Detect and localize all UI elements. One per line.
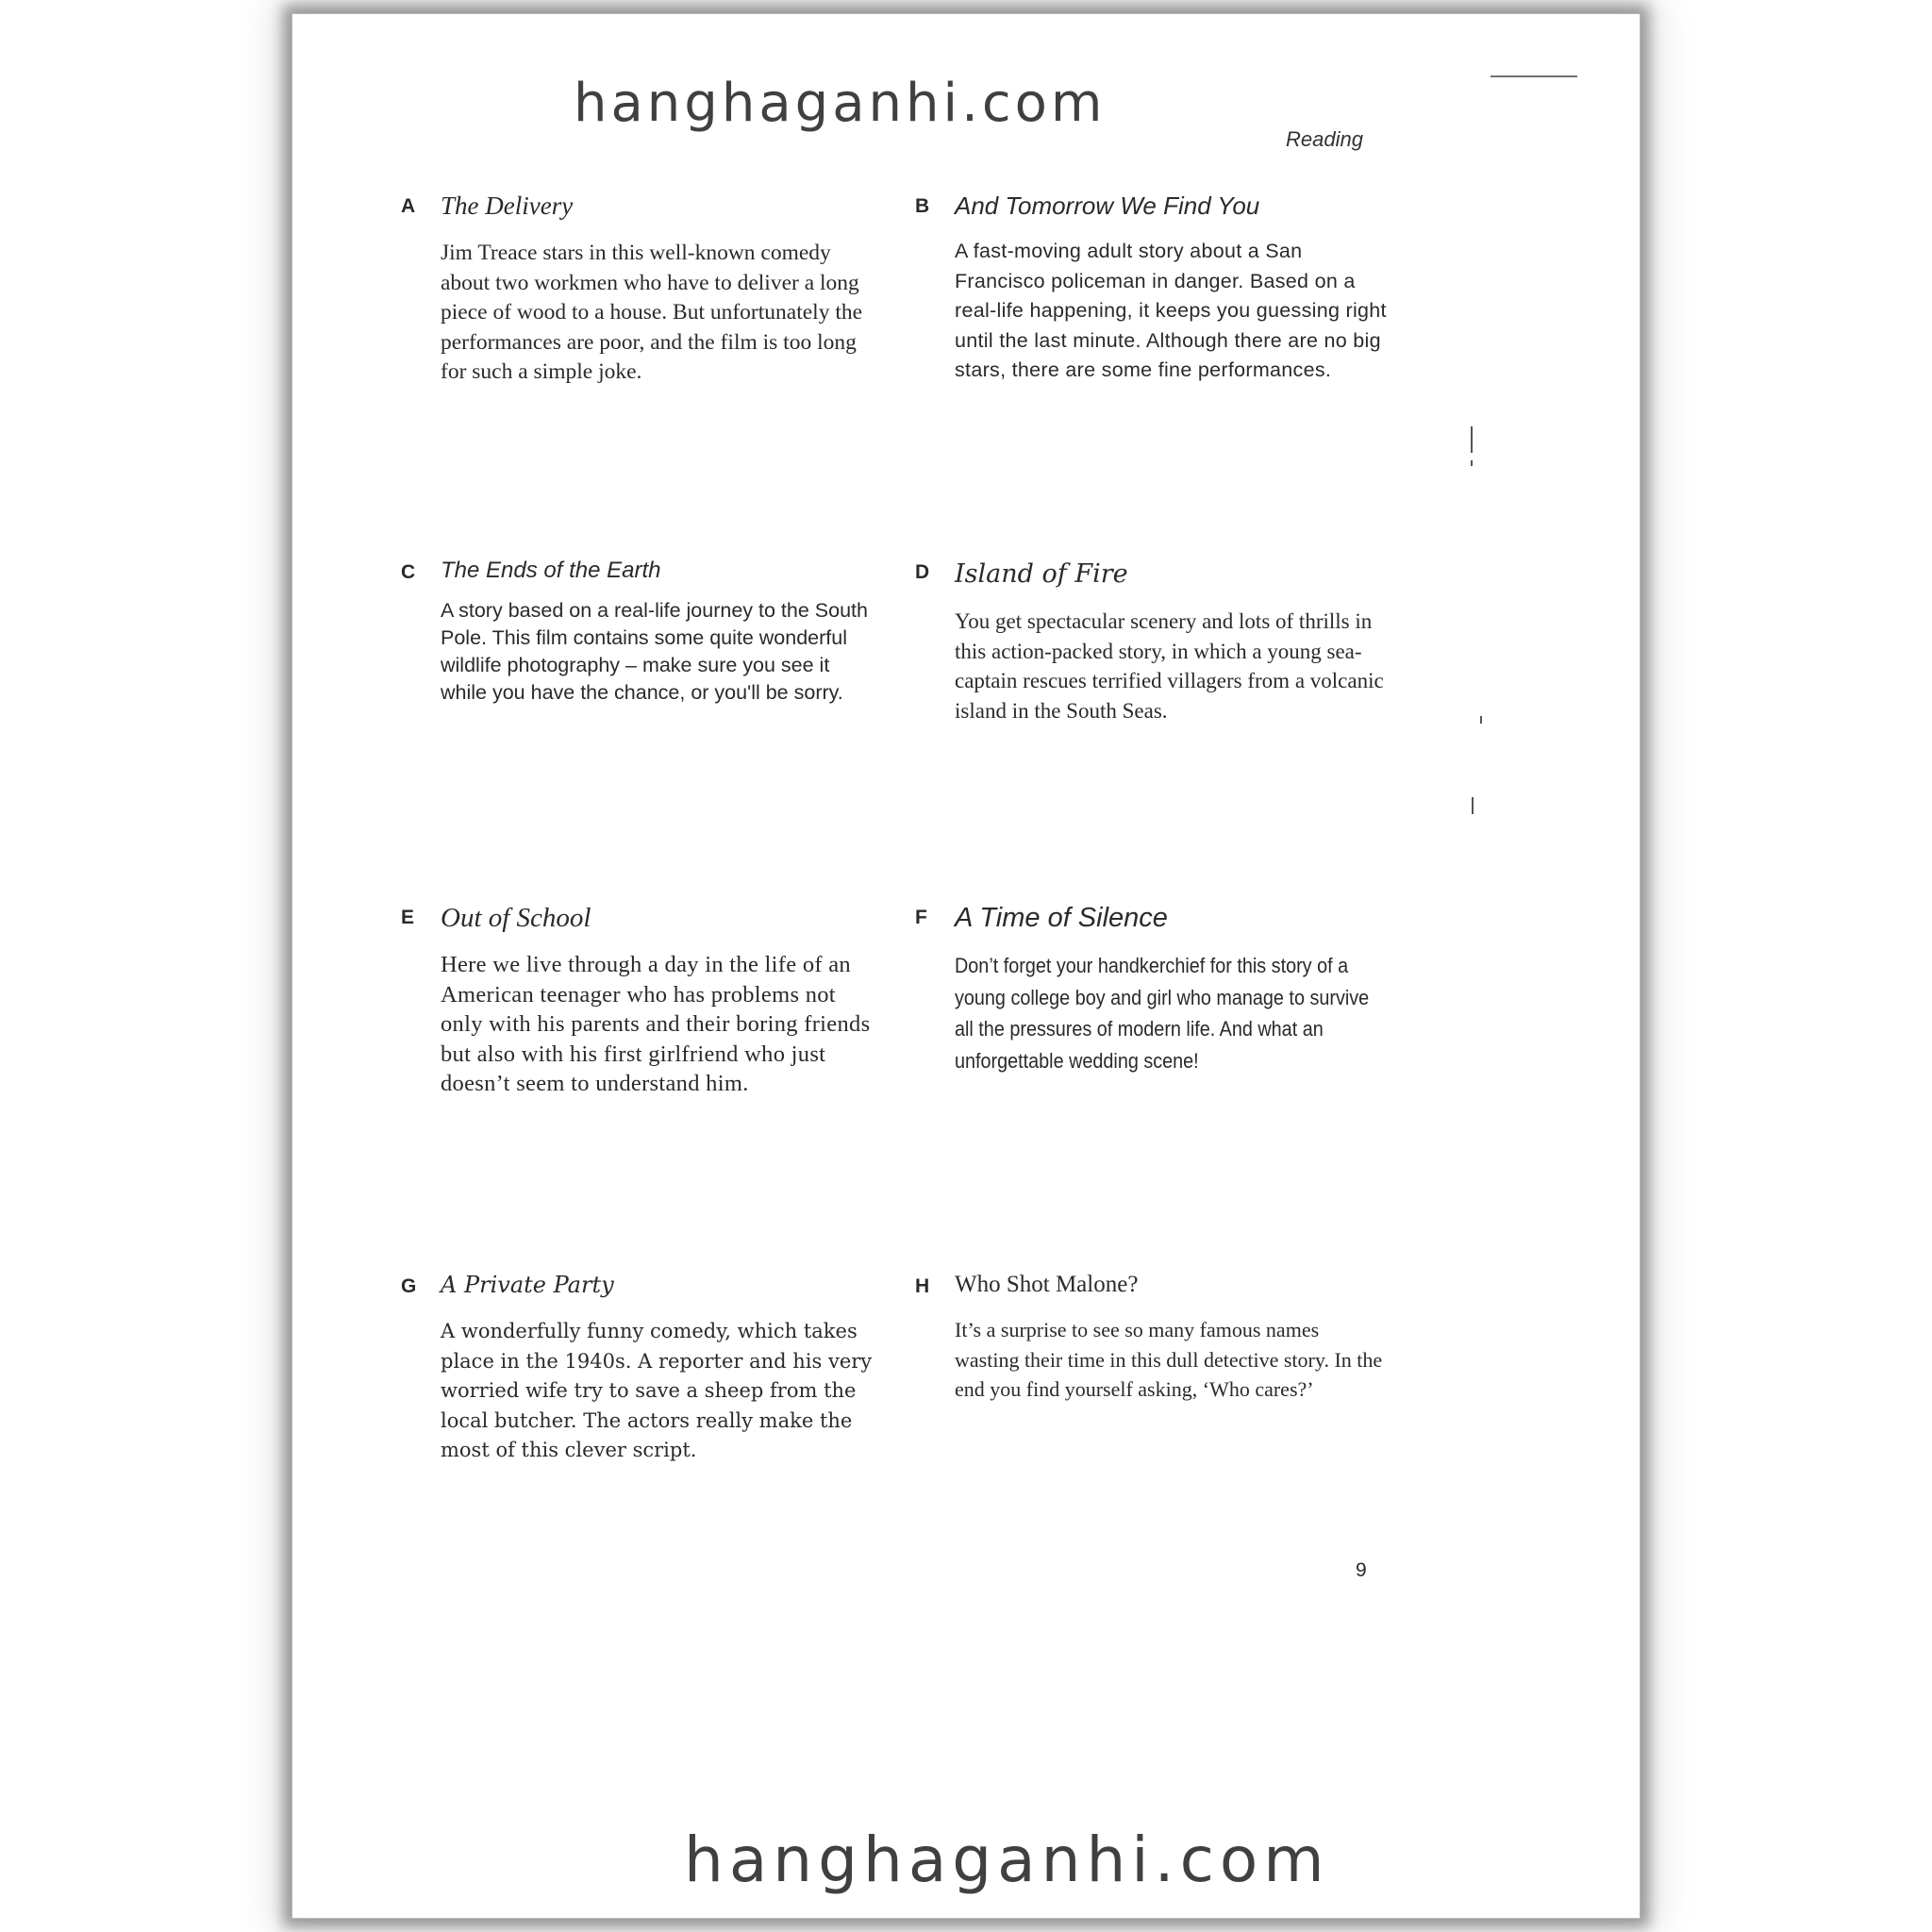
review-title: Island of Fire [955,559,1128,589]
watermark-top: hanghaganhi.com [574,73,1107,134]
review-title: The Ends of the Earth [441,558,661,583]
review-body: You get spectacular scenery and lots of thrills in this action-packed story, in which a young sea-captain rescues terrified villagers from a volcanic island in the South Seas. [955,609,1384,723]
review-b [915,192,1387,437]
scan-mark [1471,426,1473,453]
review-letter: H [915,1275,930,1297]
review-body: A fast-moving adult story about a San Francisco policeman in danger. Based on a real-life happening, it keeps you guessing right until the last minute. Although there are no big stars, there are some fine performances. [955,240,1387,381]
review-body: A wonderfully funny comedy, which takes place in the 1940s. A reporter and his very worried wife try to save a sheep from the local butcher. The actors really make the most of this clever script. [441,1320,873,1461]
page-number: 9 [1356,1559,1367,1581]
review-f [915,903,1370,1129]
review-d [915,558,1384,784]
review-letter: B [915,195,930,217]
review-letter: C [401,561,416,583]
section-label: Reading [1286,127,1363,151]
review-e [401,903,871,1148]
review-a [401,192,863,437]
review-body: Don’t forget your handkerchief for this story of a young college boy and girl who manage to survive all the pressures of modern life. And what an unforgettable wedding scene! [955,954,1370,1073]
review-letter: F [915,907,927,928]
review-body: A story based on a real-life journey to the South Pole. This film contains some quite wonderful wildlife photography – make sure you see it while you have the chance, or you'll be sorry. [441,599,868,704]
review-letter: G [401,1275,417,1297]
review-letter: A [401,195,416,217]
review-h [915,1272,1383,1470]
review-body: Jim Treace stars in this well-known comedy about two workmen who have to deliver a long piece of wood to a house. But unfortunately the performances are poor, and the film is too long for such a simple joke. [441,241,863,384]
document-page [292,14,1640,1918]
review-body: Here we live through a day in the life of an American teenager who has problems not only with his parents and their boring friends but also with his first girlfriend who just doesn’t seem to understand him. [441,952,871,1096]
review-title: A Private Party [441,1272,614,1298]
scan-mark [1480,716,1482,724]
review-letter: D [915,561,930,583]
scan-mark [1471,460,1473,466]
review-title: And Tomorrow We Find You [955,192,1260,220]
review-title: Out of School [441,903,591,933]
review-title: A Time of Silence [955,903,1168,933]
review-letter: E [401,907,415,928]
corner-rule [1491,75,1577,77]
review-g [401,1272,873,1498]
scan-mark [1472,797,1474,814]
review-c [401,558,868,765]
review-title: The Delivery [441,192,574,220]
review-body: It’s a surprise to see so many famous names wasting their time in this dull detective story. In the end you find yourself asking, ‘Who cares?’ [955,1318,1383,1401]
watermark-bottom: hanghaganhi.com [684,1824,1330,1896]
review-title: Who Shot Malone? [955,1272,1139,1297]
